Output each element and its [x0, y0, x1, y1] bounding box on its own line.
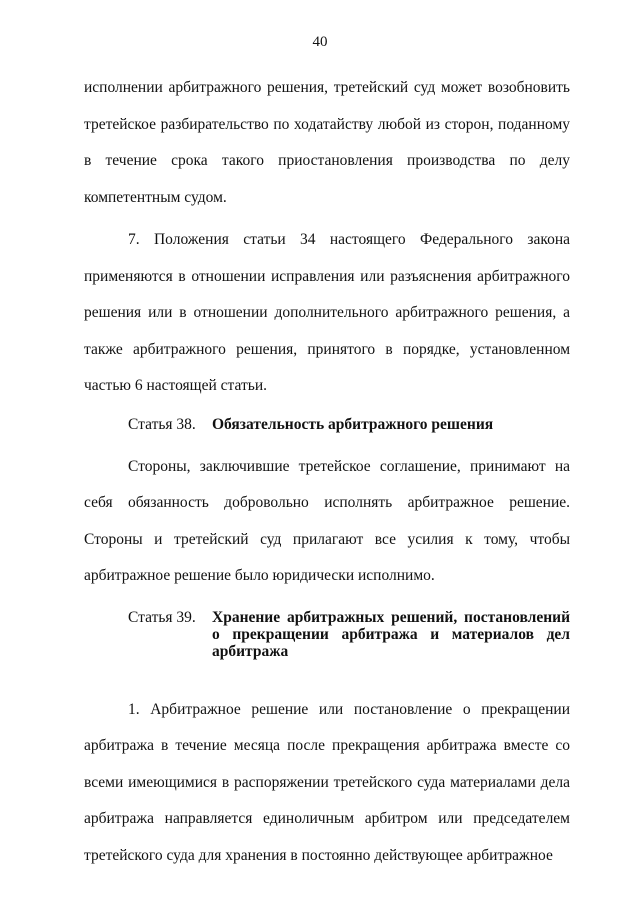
article-38-heading	[84, 407, 570, 443]
document-body	[84, 70, 570, 874]
page-number: 40	[312, 34, 328, 50]
paragraph-item-7: 7. Положения статьи 34 настоящего Федерального закона применяются в отношении исправления или разъяснения арбитражного решения или в отношении дополнительного арбитражного решения, а также арбитражного решения, принятого в порядке, установленном частью 6 настоящей статьи.	[84, 231, 570, 394]
article-39-title-line-3: арбитража	[212, 642, 289, 660]
article-39-title-line-2: о прекращении арбитража и материалов дел	[212, 625, 570, 643]
article-39-title	[212, 609, 570, 660]
article-39-heading	[84, 609, 570, 660]
paragraph-continuation: исполнении арбитражного решения, третейский суд может возобновить третейское разбирательство по ходатайству любой из сторон, поданному в течение срока такого приостановления производства по делу компетентным судом.	[84, 79, 570, 206]
article-39-title-line-1: Хранение арбитражных решений, постановлений	[212, 608, 570, 626]
article-38-number: Статья 38.	[128, 415, 196, 433]
article-39-number: Статья 39.	[128, 608, 196, 626]
paragraph-article-38: Стороны, заключившие третейское соглашение, принимают на себя обязанность добровольно исполнять арбитражное решение. Стороны и третейский суд прилагают все усилия к тому, чтобы арбитражное решение было юридически исполнимо.	[84, 457, 570, 584]
paragraph-article-39-item-1: 1. Арбитражное решение или постановление о прекращении арбитража в течение месяца после прекращения арбитража вместе со всеми имеющимися в распоряжении третейского суда материалами дела арбитража направляется единоличным арбитром или председателем третейского суда для хранения в постоянно действующее арбитражное	[84, 700, 570, 864]
article-38-title: Обязательность арбитражного решения	[212, 415, 494, 433]
